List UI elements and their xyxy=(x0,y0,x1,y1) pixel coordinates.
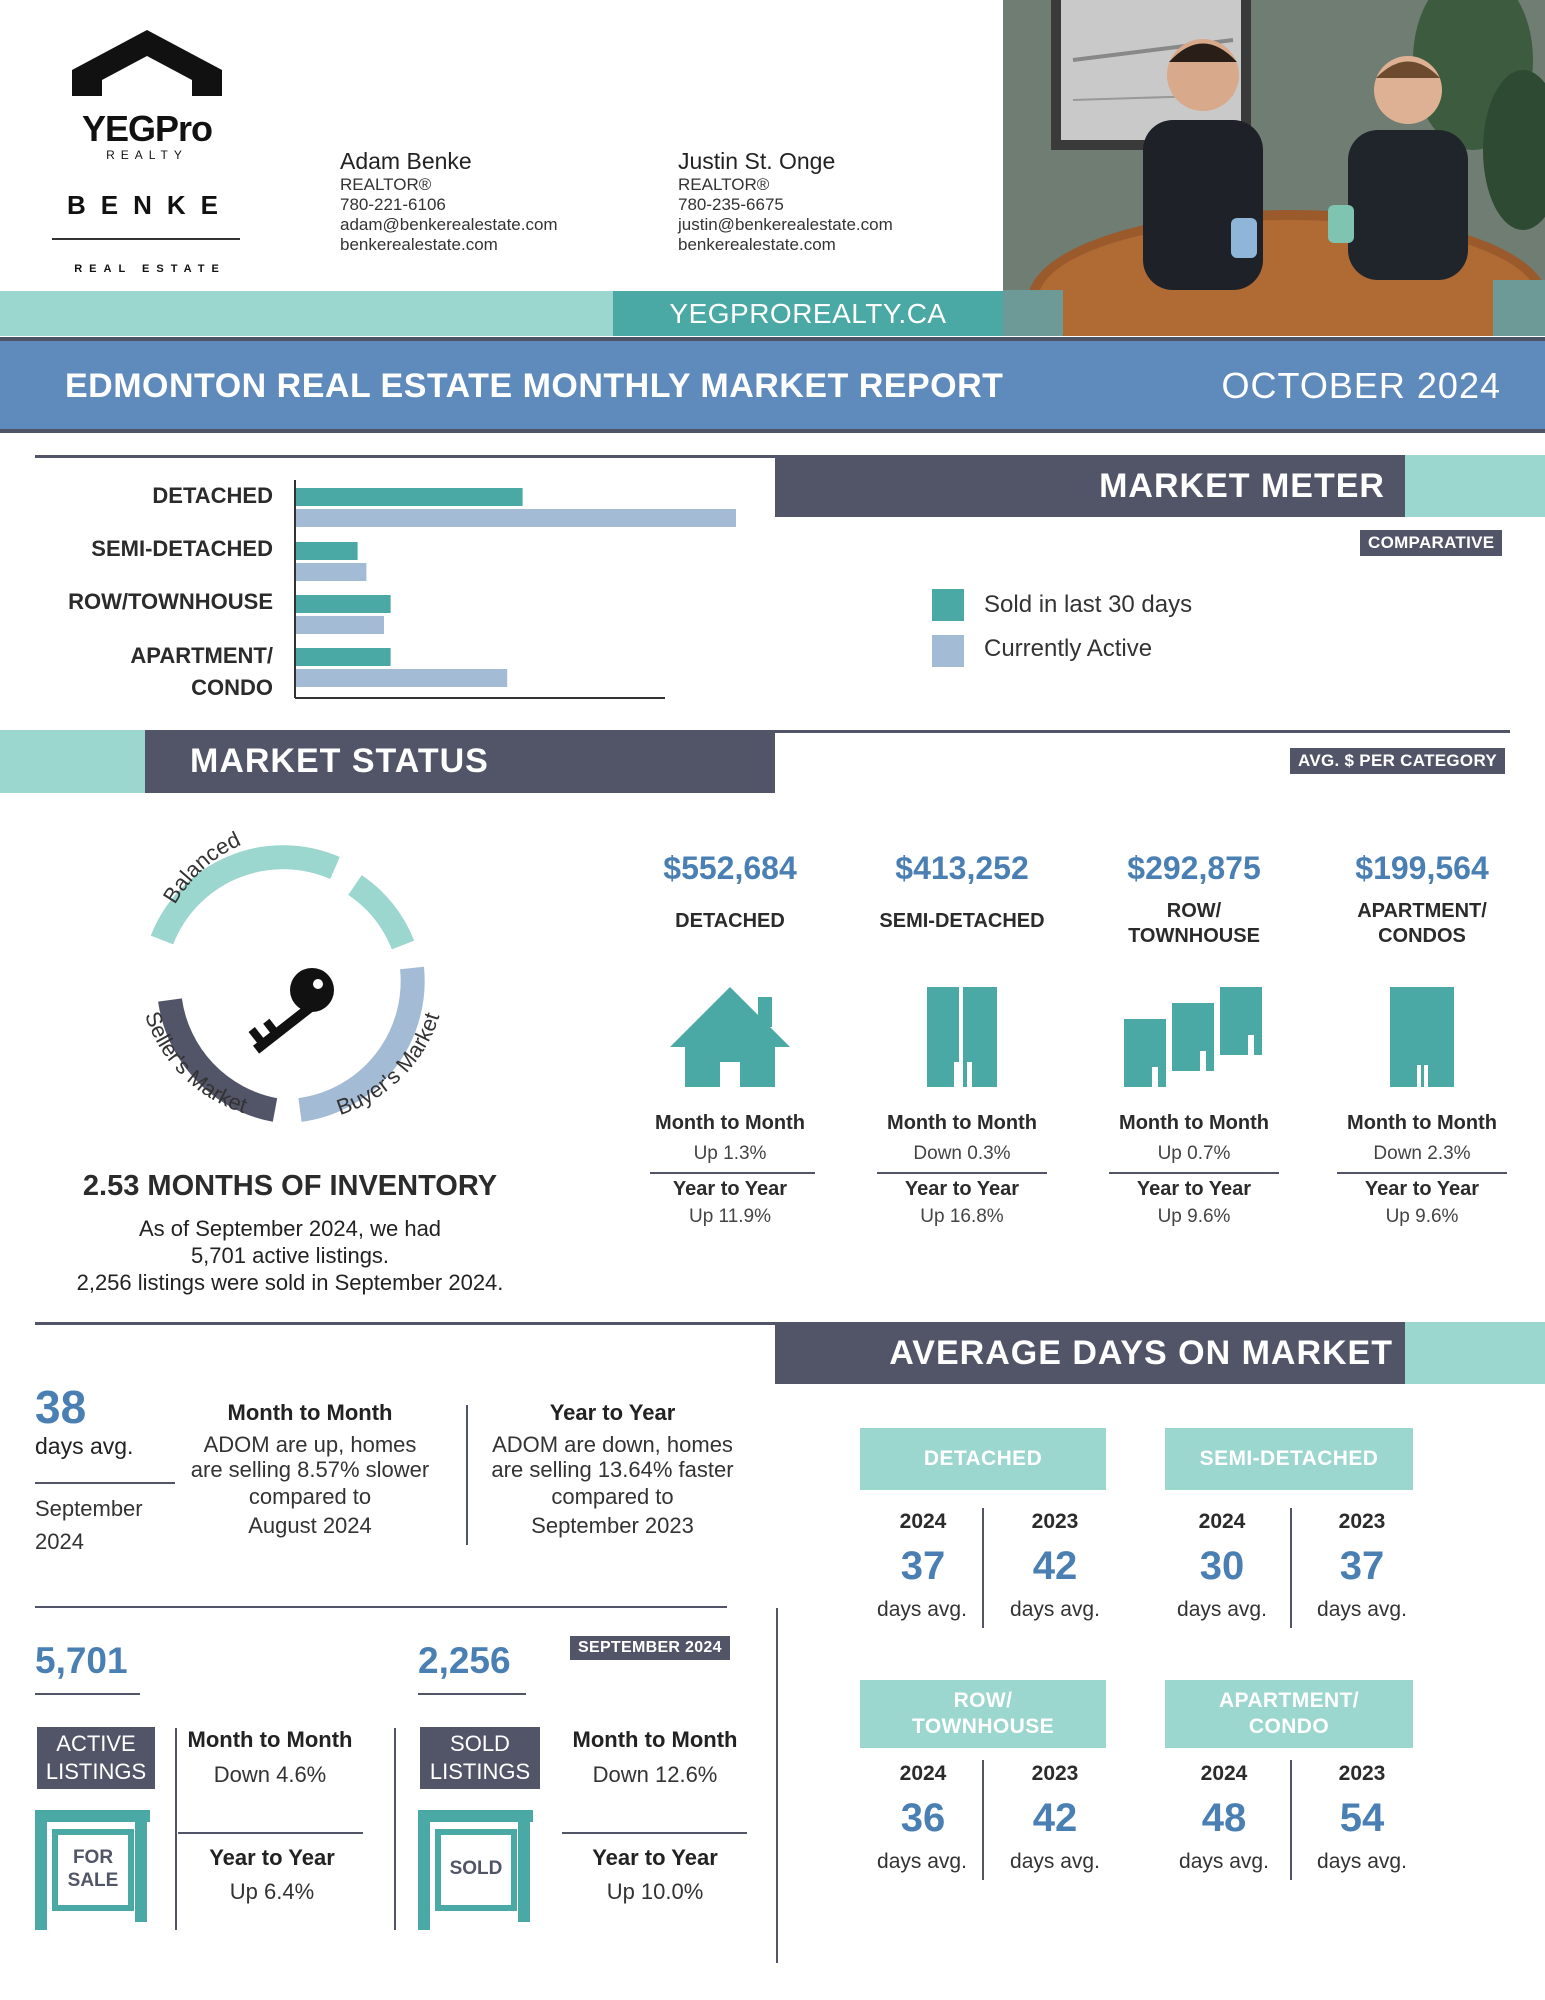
agent-card-adam xyxy=(340,148,640,255)
sold-tag-line: SOLD xyxy=(450,1731,510,1756)
adom-mm-line: August 2024 xyxy=(248,1513,372,1538)
legend-label-sold: Sold in last 30 days xyxy=(984,591,1193,618)
townhouse-icon xyxy=(1124,987,1264,1087)
mm-value: Up 0.7% xyxy=(1157,1143,1231,1164)
adom-mm-block xyxy=(170,1400,450,1540)
legend-item-sold xyxy=(932,588,1252,630)
bar-sold-1 xyxy=(296,542,358,560)
listings-right-rule xyxy=(776,1608,778,1963)
stat-divider xyxy=(1109,1172,1279,1174)
agent-email[interactable]: justin@benkerealestate.com xyxy=(678,215,893,234)
agent-name: Justin St. Onge xyxy=(678,148,836,174)
adom-avg-value: 38 xyxy=(35,1381,87,1433)
adom-2023-value: 54 xyxy=(1339,1796,1385,1840)
category-type-line2: TOWNHOUSE xyxy=(1128,925,1260,947)
legend-swatch-sold xyxy=(932,589,964,621)
active-listings-value: 5,701 xyxy=(35,1640,128,1681)
year-2024: 2024 xyxy=(1200,1762,1248,1785)
meter-label-semi: SEMI-DETACHED xyxy=(91,536,273,561)
year-2023: 2023 xyxy=(1338,1510,1386,1533)
gauge-label-buyers: Buyer's Market xyxy=(333,1009,445,1120)
category-type: DETACHED xyxy=(675,910,785,932)
adom-card-label: SEMI-DETACHED xyxy=(1165,1428,1413,1490)
category-row-townhouse xyxy=(1084,850,1304,1240)
stat-divider xyxy=(877,1172,1047,1174)
adom-yy-title: Year to Year xyxy=(549,1400,676,1425)
comparative-badge: COMPARATIVE xyxy=(1360,530,1502,556)
yy-value: Up 16.8% xyxy=(920,1206,1004,1227)
category-detached xyxy=(620,850,840,1240)
adom-card-detached xyxy=(860,1428,1110,1638)
active-yy-label: Year to Year xyxy=(209,1845,335,1870)
adom-2024-unit: days avg. xyxy=(1179,1850,1269,1873)
year-2024: 2024 xyxy=(899,1510,947,1533)
logo-divider xyxy=(52,238,240,240)
adom-2023-unit: days avg. xyxy=(1010,1598,1100,1621)
sold-stat-divider xyxy=(562,1832,747,1834)
active-tag-line: LISTINGS xyxy=(45,1759,147,1784)
semi-detached-icon xyxy=(927,987,997,1087)
adom-2024-unit: days avg. xyxy=(1177,1598,1267,1621)
adom-card-label-line: APARTMENT/ xyxy=(1218,1689,1360,1712)
category-semi-detached xyxy=(852,850,1072,1240)
price-value: $552,684 xyxy=(663,850,797,886)
adom-card-label-line: TOWNHOUSE xyxy=(911,1715,1055,1738)
adom-2024-value: 36 xyxy=(900,1796,946,1840)
status-top-rule xyxy=(775,730,1510,733)
adom-period-line: September xyxy=(35,1496,143,1521)
bar-active-2 xyxy=(296,616,384,634)
adom-header xyxy=(775,1322,1405,1384)
active-yy-value: Up 6.4% xyxy=(229,1879,315,1904)
adom-card-row-townhouse xyxy=(860,1680,1110,1890)
category-type-line2: CONDOS xyxy=(1378,925,1466,947)
sold-sign-text: SOLD xyxy=(449,1858,503,1879)
adom-mm-title: Month to Month xyxy=(227,1400,393,1425)
adom-top-rule xyxy=(35,1322,775,1325)
bar-active-3 xyxy=(296,669,507,687)
adom-accent xyxy=(1405,1322,1545,1384)
adom-mm-line: compared to xyxy=(248,1484,372,1509)
logo-sub: REALTY xyxy=(106,148,188,162)
meter-label-apartment: APARTMENT/ xyxy=(130,643,273,668)
category-apartment-condo xyxy=(1312,850,1532,1240)
price-value: $292,875 xyxy=(1127,850,1261,886)
year-2023: 2023 xyxy=(1031,1762,1079,1785)
mm-label: Month to Month xyxy=(1119,1112,1269,1134)
mm-label: Month to Month xyxy=(887,1112,1037,1134)
adom-period xyxy=(35,1492,143,1558)
yy-label: Year to Year xyxy=(1364,1178,1480,1200)
adom-yy-line: ADOM are down, homes xyxy=(492,1432,733,1457)
mm-value: Down 2.3% xyxy=(1373,1143,1471,1164)
market-meter-heading: MARKET METER xyxy=(1099,467,1385,505)
stat-divider xyxy=(650,1172,815,1174)
price-value: $199,564 xyxy=(1355,850,1489,886)
for-sale-sign-icon xyxy=(35,1810,155,1930)
logo-main: YEGPro xyxy=(81,108,213,149)
yy-label: Year to Year xyxy=(672,1178,788,1200)
market-status-heading: MARKET STATUS xyxy=(190,742,489,780)
active-value-underline xyxy=(35,1693,140,1695)
adom-2024-value: 30 xyxy=(1199,1544,1245,1588)
adom-card-semi-detached xyxy=(1165,1428,1415,1638)
inventory-line: 2,256 listings were sold in September 2024. xyxy=(76,1270,504,1295)
agent-phone[interactable]: 780-235-6675 xyxy=(678,195,784,214)
agent-email[interactable]: adam@benkerealestate.com xyxy=(340,215,558,234)
inventory-line: As of September 2024, we had xyxy=(138,1216,442,1241)
agents-photo xyxy=(1003,0,1545,336)
market-gauge xyxy=(120,810,480,1140)
sold-yy-label: Year to Year xyxy=(592,1845,718,1870)
team-name: BENKE xyxy=(66,190,233,220)
active-tag-line: ACTIVE xyxy=(56,1731,136,1756)
active-mm-value: Down 4.6% xyxy=(213,1762,327,1787)
for-sale-line: SALE xyxy=(67,1870,119,1891)
report-title: EDMONTON REAL ESTATE MONTHLY MARKET REPORT xyxy=(65,367,1004,405)
bar-sold-0 xyxy=(296,488,523,506)
gauge-label-sellers: Seller's Market xyxy=(140,1008,251,1119)
adom-2024-value: 37 xyxy=(900,1544,946,1588)
key-icon xyxy=(249,968,334,1054)
adom-2023-value: 42 xyxy=(1032,1796,1078,1840)
logo xyxy=(60,30,250,280)
year-2023: 2023 xyxy=(1031,1510,1079,1533)
market-meter-accent xyxy=(1405,455,1545,517)
adom-card-label xyxy=(860,1680,1106,1748)
year-2024: 2024 xyxy=(1198,1510,1246,1533)
category-type: ROW/ xyxy=(1166,900,1222,922)
adom-2023-value: 37 xyxy=(1339,1544,1385,1588)
stat-divider xyxy=(1337,1172,1507,1174)
market-meter-header xyxy=(775,455,1405,517)
market-meter-chart xyxy=(280,480,750,705)
agent-title: REALTOR® xyxy=(340,175,432,194)
yy-label: Year to Year xyxy=(1136,1178,1252,1200)
legend-swatch-active xyxy=(932,635,964,667)
adom-heading: AVERAGE DAYS ON MARKET xyxy=(889,1334,1393,1372)
title-bar xyxy=(0,337,1545,433)
avg-price-badge: AVG. $ PER CATEGORY xyxy=(1290,748,1505,774)
adom-2023-unit: days avg. xyxy=(1317,1850,1407,1873)
yy-label: Year to Year xyxy=(904,1178,1020,1200)
category-type: APARTMENT/ xyxy=(1357,900,1487,922)
sold-tag-line: LISTINGS xyxy=(429,1759,531,1784)
adom-block-divider xyxy=(466,1405,468,1545)
inventory-text xyxy=(20,1215,560,1296)
inventory-title: 2.53 MONTHS OF INVENTORY xyxy=(82,1170,498,1202)
house-roof-icon xyxy=(72,30,222,96)
apartment-icon xyxy=(1390,987,1454,1087)
adom-card-label-line: CONDO xyxy=(1248,1715,1330,1738)
agent-card-justin xyxy=(678,148,978,255)
agent-title: REALTOR® xyxy=(678,175,770,194)
adom-2024-unit: days avg. xyxy=(877,1598,967,1621)
mm-label: Month to Month xyxy=(1347,1112,1497,1134)
sold-listings-tag xyxy=(420,1727,540,1789)
legend xyxy=(932,588,1252,672)
active-listings-tag xyxy=(37,1727,155,1789)
sold-listings-value: 2,256 xyxy=(418,1640,511,1681)
gauge-balanced-arc-2 xyxy=(355,885,403,945)
adom-2024-value: 48 xyxy=(1201,1796,1247,1840)
inventory-line: 5,701 active listings. xyxy=(190,1243,390,1268)
adom-2023-value: 42 xyxy=(1032,1544,1078,1588)
sold-yy-value: Up 10.0% xyxy=(606,1879,704,1904)
adom-card-apartment-condo xyxy=(1165,1680,1415,1890)
agent-site[interactable]: benkerealestate.com xyxy=(678,235,836,254)
meter-label-detached: DETACHED xyxy=(152,483,273,508)
category-type: SEMI-DETACHED xyxy=(879,910,1045,932)
adom-avg-divider xyxy=(35,1482,175,1484)
bar-active-0 xyxy=(296,509,736,527)
sold-sign-icon xyxy=(418,1810,538,1930)
meter-label-condo: CONDO xyxy=(191,675,273,700)
legend-item-active xyxy=(932,630,1252,672)
year-2024: 2024 xyxy=(899,1762,947,1785)
adom-avg-unit: days avg. xyxy=(35,1433,134,1459)
website-banner[interactable]: YEGPROREALTY.CA xyxy=(613,291,1003,336)
active-stat-divider xyxy=(178,1832,363,1834)
sold-mm-value: Down 12.6% xyxy=(592,1762,718,1787)
meter-label-row: ROW/TOWNHOUSE xyxy=(68,589,273,614)
adom-card-label xyxy=(1165,1680,1413,1748)
bar-active-1 xyxy=(296,563,366,581)
year-2023: 2023 xyxy=(1338,1762,1386,1785)
house-icon xyxy=(670,987,790,1087)
adom-card-label-line: ROW/ xyxy=(953,1689,1013,1712)
adom-2024-unit: days avg. xyxy=(877,1850,967,1873)
adom-yy-block xyxy=(480,1400,745,1540)
yy-value: Up 11.9% xyxy=(688,1206,772,1227)
team-sub: REAL ESTATE xyxy=(74,263,226,275)
active-mm-label: Month to Month xyxy=(187,1727,353,1752)
sold-divider xyxy=(394,1728,396,1930)
mm-value: Down 0.3% xyxy=(913,1143,1011,1164)
sold-mm-label: Month to Month xyxy=(572,1727,738,1752)
adom-2023-unit: days avg. xyxy=(1317,1598,1407,1621)
mm-value: Up 1.3% xyxy=(693,1143,767,1164)
bar-sold-3 xyxy=(296,648,391,666)
listings-top-rule xyxy=(35,1606,727,1608)
september-badge: SEPTEMBER 2024 xyxy=(570,1636,730,1660)
meter-top-rule xyxy=(35,455,775,458)
sold-value-underline xyxy=(418,1693,526,1695)
market-status-header xyxy=(145,730,775,793)
yy-value: Up 9.6% xyxy=(1385,1206,1459,1227)
bar-sold-2 xyxy=(296,595,391,613)
adom-mm-line: ADOM are up, homes xyxy=(203,1432,417,1457)
adom-yy-line: September 2023 xyxy=(531,1513,694,1538)
mm-label: Month to Month xyxy=(655,1112,805,1134)
legend-label-active: Currently Active xyxy=(984,635,1153,662)
market-status-accent xyxy=(0,730,145,793)
agent-name: Adam Benke xyxy=(340,148,472,174)
adom-card-label: DETACHED xyxy=(860,1428,1106,1490)
adom-period-line: 2024 xyxy=(35,1529,84,1554)
gauge-label-balanced: Balanced xyxy=(157,826,245,908)
for-sale-line: FOR xyxy=(72,1847,114,1868)
yy-value: Up 9.6% xyxy=(1157,1206,1231,1227)
adom-mm-line: are selling 8.57% slower xyxy=(190,1457,430,1482)
report-date: OCTOBER 2024 xyxy=(1221,365,1501,406)
price-value: $413,252 xyxy=(895,850,1029,886)
agent-site[interactable]: benkerealestate.com xyxy=(340,235,498,254)
adom-yy-line: compared to xyxy=(551,1484,674,1509)
adom-yy-line: are selling 13.64% faster xyxy=(491,1457,734,1482)
adom-2023-unit: days avg. xyxy=(1010,1850,1100,1873)
agent-phone[interactable]: 780-221-6106 xyxy=(340,195,446,214)
